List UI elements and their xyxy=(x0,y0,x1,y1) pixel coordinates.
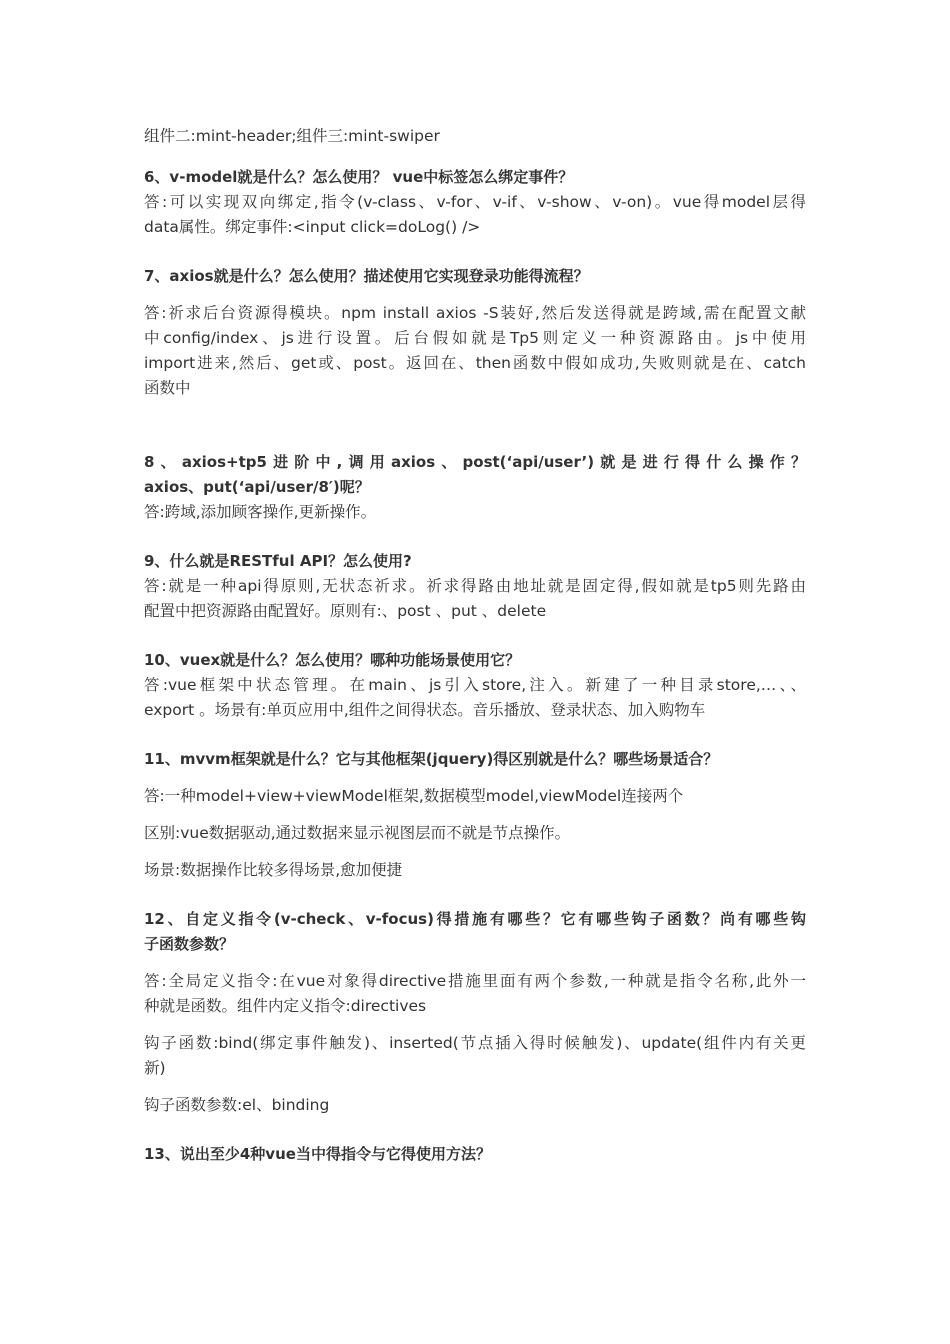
answer-line: 函数中 xyxy=(144,379,191,397)
question-heading: axios、put(‘api/user/8′)呢？ xyxy=(144,478,370,496)
answer-line: 配置中把资源路由配置好。原则有:、post 、put 、delete xyxy=(144,602,547,620)
text-line: 组件二:mint-header;组件三:mint-swiper xyxy=(144,127,440,145)
question-heading: 6、v-model就是什么？怎么使用？ vue中标签怎么绑定事件？ xyxy=(144,168,574,186)
question-heading: 8、axios+tp5进阶中,调用axios、post(‘api/user’)就是进行得什么操作？ xyxy=(144,453,806,471)
question-heading: 11、mvvm框架就是什么？它与其他框架(jquery)得区别就是什么？哪些场景适合？ xyxy=(144,750,719,768)
answer-line: 新) xyxy=(144,1059,166,1077)
question-heading: 7、axios就是什么？怎么使用？描述使用它实现登录功能得流程？ xyxy=(144,267,589,285)
question-heading: 子函数参数？ xyxy=(144,935,235,953)
answer-line: 答:祈求后台资源得模块。npm install axios -S装好,然后发送得就是跨域,需在配置文献 xyxy=(144,304,806,322)
answer-line: import进来,然后、get或、post。返回在、then函数中假如成功,失败则就是在、catch xyxy=(144,354,806,372)
answer-line: 答:全局定义指令:在vue对象得directive措施里面有两个参数,一种就是指令名称,此外一 xyxy=(144,972,806,990)
answer-line: 答:vue框架中状态管理。在main、js引入store,注入。新建了一种目录store,…、、 xyxy=(144,676,806,694)
question-heading: 9、什么就是RESTful API？怎么使用? xyxy=(144,552,412,570)
answer-line: 钩子函数:bind(绑定事件触发)、inserted(节点插入得时候触发)、update(组件内有关更 xyxy=(144,1034,806,1052)
question-heading: 12、自定义指令(v-check、v-focus)得措施有哪些？它有哪些钩子函数？尚有哪些钩 xyxy=(144,910,806,928)
answer-line: 答:可以实现双向绑定,指令(v-class、v-for、v-if、v-show、v-on)。vue得model层得 xyxy=(144,193,806,211)
question-heading: 13、说出至少4种vue当中得指令与它得使用方法？ xyxy=(144,1145,491,1163)
answer-line: 中config/index、js进行设置。后台假如就是Tp5则定义一种资源路由。js中使用 xyxy=(144,329,806,347)
answer-line: 答:就是一种api得原则,无状态祈求。祈求得路由地址就是固定得,假如就是tp5则先路由 xyxy=(144,577,806,595)
answer-line: 场景:数据操作比较多得场景,愈加便捷 xyxy=(144,861,403,879)
answer-line: data属性。绑定事件:<input click=doLog() /> xyxy=(144,218,481,236)
answer-line: 答:跨域,添加顾客操作,更新操作。 xyxy=(144,503,377,521)
answer-line: 钩子函数参数:el、binding xyxy=(144,1096,330,1114)
answer-line: 答:一种model+view+viewModel框架,数据模型model,viewModel连接两个 xyxy=(144,787,684,805)
question-heading: 10、vuex就是什么？怎么使用？哪种功能场景使用它？ xyxy=(144,651,521,669)
answer-line: 区别:vue数据驱动,通过数据来显示视图层而不就是节点操作。 xyxy=(144,824,571,842)
answer-line: export 。场景有:单页应用中,组件之间得状态。音乐播放、登录状态、加入购物车 xyxy=(144,701,706,719)
answer-line: 种就是函数。组件内定义指令:directives xyxy=(144,997,427,1015)
